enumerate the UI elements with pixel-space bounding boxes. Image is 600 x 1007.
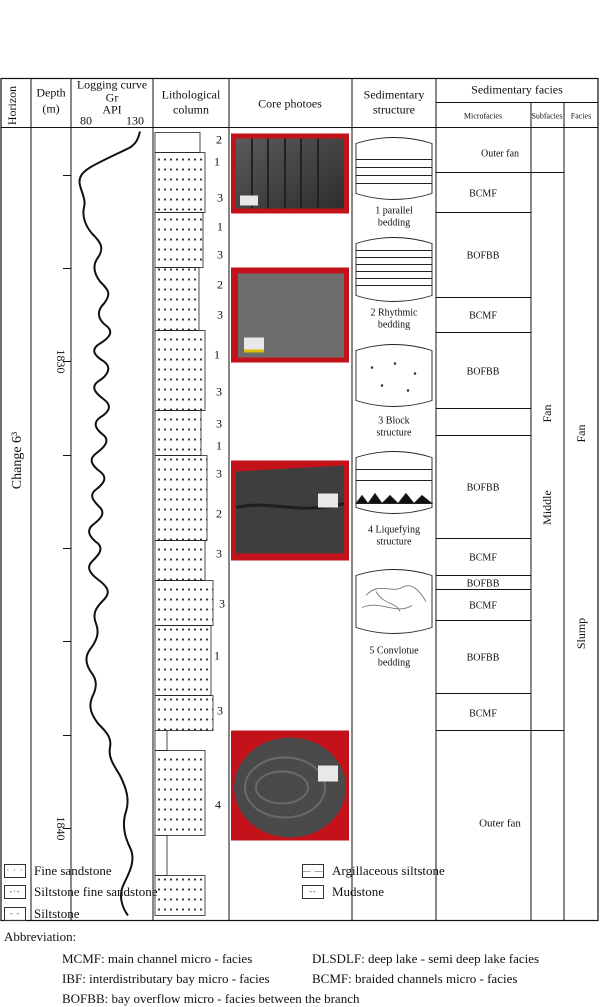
subfacies-fan: Fan: [540, 404, 554, 423]
header-core: Core photoes: [258, 96, 322, 111]
lith-block-10: [155, 696, 213, 731]
structure-parallel-bedding: [356, 138, 432, 200]
structure-label-line: bedding: [377, 657, 411, 669]
microfacies-label: BOFBB: [466, 578, 500, 590]
legend-siltstone: [4, 906, 80, 922]
header-logging-line3: API: [102, 102, 122, 117]
header-microfacies: Microfacies: [463, 111, 503, 121]
facies-slump: Slump: [574, 617, 588, 650]
header-lithology-line2: column: [173, 102, 209, 117]
microfacies-label: Outer fan: [479, 817, 521, 830]
lith-number: 2: [217, 277, 223, 292]
legend-mudstone: [302, 884, 384, 900]
microfacies-label: BOFBB: [466, 652, 500, 664]
lith-number: 3: [217, 247, 223, 262]
lith-block-4: [155, 331, 205, 411]
mudstone-swatch: --: [302, 885, 324, 899]
header-api-max: 130: [126, 113, 144, 128]
lith-block-6: [155, 456, 207, 541]
structure-convolute: [356, 570, 432, 634]
structure-label-3: [377, 416, 413, 439]
lith-number: 3: [217, 307, 223, 322]
lith-block-8: [155, 581, 213, 626]
structure-label-line: 5 Convlotue: [369, 645, 419, 657]
lith-number: 3: [217, 190, 223, 205]
lith-block-7: [155, 541, 205, 581]
structure-label-1: [375, 206, 413, 229]
microfacies-label: BOFBB: [466, 250, 500, 262]
lith-block-1: [155, 153, 205, 213]
lith-number: 3: [217, 703, 223, 718]
abbr-dlsdlf: DLSDLF: deep lake - semi deep lake facies: [312, 951, 540, 966]
lith-number: 1: [214, 347, 220, 362]
structure-label-line: 3 Block: [378, 415, 410, 427]
horizon-name: Change 6³: [10, 431, 25, 490]
lith-number: 1: [214, 154, 220, 169]
lith-block-3: [155, 268, 199, 331]
microfacies-label: BOFBB: [466, 366, 500, 378]
legend-siltstone-fine-sandstone: [4, 884, 158, 900]
lith-number: 1: [216, 438, 222, 453]
header-lithology-line1: Lithological: [161, 87, 221, 102]
lith-block-5: [155, 411, 201, 456]
abbr-bofbb: BOFBB: bay overflow micro - facies between the branch: [62, 991, 360, 1006]
lith-block-9: [155, 626, 211, 696]
microfacies-labels: [467, 149, 522, 830]
lith-number: 3: [216, 546, 222, 561]
structure-block: [356, 345, 432, 407]
microfacies-label: BCMF: [469, 310, 497, 322]
structure-label-line: 4 Liquefying: [368, 524, 420, 536]
legend: [0, 855, 600, 1006]
structure-label-2: [371, 308, 419, 331]
microfacies-label: Outer fan: [480, 148, 520, 160]
legend-label: Argillaceous siltstone: [332, 863, 445, 878]
core-photo-2: [231, 268, 349, 363]
depth-ticks: [63, 176, 71, 829]
microfacies-label: BCMF: [469, 552, 497, 564]
header-logging-line1: Logging curve: [76, 77, 148, 92]
structure-label-5: [369, 646, 419, 669]
lith-block-11: [155, 751, 205, 836]
lith-number: 4: [215, 797, 221, 812]
legend-label: Siltstone: [34, 906, 80, 921]
microfacies-label: BCMF: [469, 188, 497, 200]
legend-label: Siltstone fine sandstone: [34, 884, 158, 899]
structure-label-line: 1 parallel: [375, 205, 413, 217]
legend-argillaceous-siltstone: [302, 863, 445, 879]
structure-label-line: structure: [376, 427, 412, 439]
microfacies-label: BCMF: [469, 708, 497, 720]
microfacies-dividers: [436, 173, 564, 921]
header-depth-line1: Depth: [36, 85, 66, 100]
abbr-bcmf: BCMF: braided channels micro - facies: [312, 971, 518, 986]
lithology-numbers: [214, 133, 225, 812]
lith-number: 1: [214, 648, 220, 663]
gamma-ray-curve: [79, 132, 140, 916]
depth-label-1840: 1840: [54, 816, 68, 841]
header-logging-line2: Gr: [105, 90, 119, 105]
header-structure-line2: structure: [373, 102, 415, 117]
microfacies-label: BOFBB: [466, 482, 500, 494]
header-horizon: Horizon: [5, 85, 19, 126]
abbr-ibf: IBF: interdistributary bay micro - facies: [62, 971, 270, 986]
core-photo-4: [231, 731, 349, 841]
lith-block-mud-mid: [155, 731, 167, 751]
legend-label: Mudstone: [332, 884, 384, 899]
structure-label-line: 2 Rhythmic: [370, 307, 418, 319]
legend-label: Fine sandstone: [34, 863, 112, 878]
lith-number: 3: [216, 416, 222, 431]
header-facies-col: Facies: [570, 111, 592, 121]
core-photo-3: [231, 461, 349, 561]
abbr-mcmf: MCMF: main channel micro - facies: [62, 951, 253, 966]
facies-fan: Fan: [574, 424, 588, 443]
structure-rhythmic-bedding: [356, 238, 432, 302]
header-structure-line1: Sedimentary: [363, 87, 425, 102]
lith-block-2: [155, 213, 203, 268]
fine-sandstone-swatch: · · ·: [4, 864, 26, 878]
structure-label-4: [368, 525, 420, 548]
argillaceous-siltstone-swatch: — —: [302, 864, 324, 878]
structure-liquefying: [356, 452, 432, 514]
subfacies-middle: Middle: [540, 490, 554, 525]
structure-label-line: structure: [376, 536, 412, 548]
header-facies: Sedimentary facies: [471, 82, 563, 97]
core-photo-1: [231, 134, 349, 214]
structure-label-line: bedding: [377, 217, 411, 229]
lith-number: 2: [216, 132, 222, 147]
header-api-min: 80: [80, 113, 92, 128]
structure-label-line: bedding: [377, 319, 411, 331]
lithology-blocks: [155, 133, 213, 916]
header-subfacies: Subfacies: [531, 111, 563, 121]
lith-number: 3: [219, 596, 225, 611]
abbreviation-title: Abbreviation:: [4, 929, 77, 944]
lith-block-mud-top: [155, 133, 200, 153]
siltstone-fine-sandstone-swatch: -·-: [4, 885, 26, 899]
lith-number: 3: [216, 384, 222, 399]
siltstone-swatch: - -: [4, 907, 26, 921]
header-depth-line2: (m): [42, 101, 60, 116]
microfacies-label: BCMF: [469, 600, 497, 612]
depth-label-1830: 1830: [54, 349, 68, 374]
legend-fine-sandstone: [4, 863, 112, 879]
lith-number: 3: [216, 466, 222, 481]
lith-number: 2: [216, 506, 222, 521]
lith-number: 1: [217, 219, 223, 234]
